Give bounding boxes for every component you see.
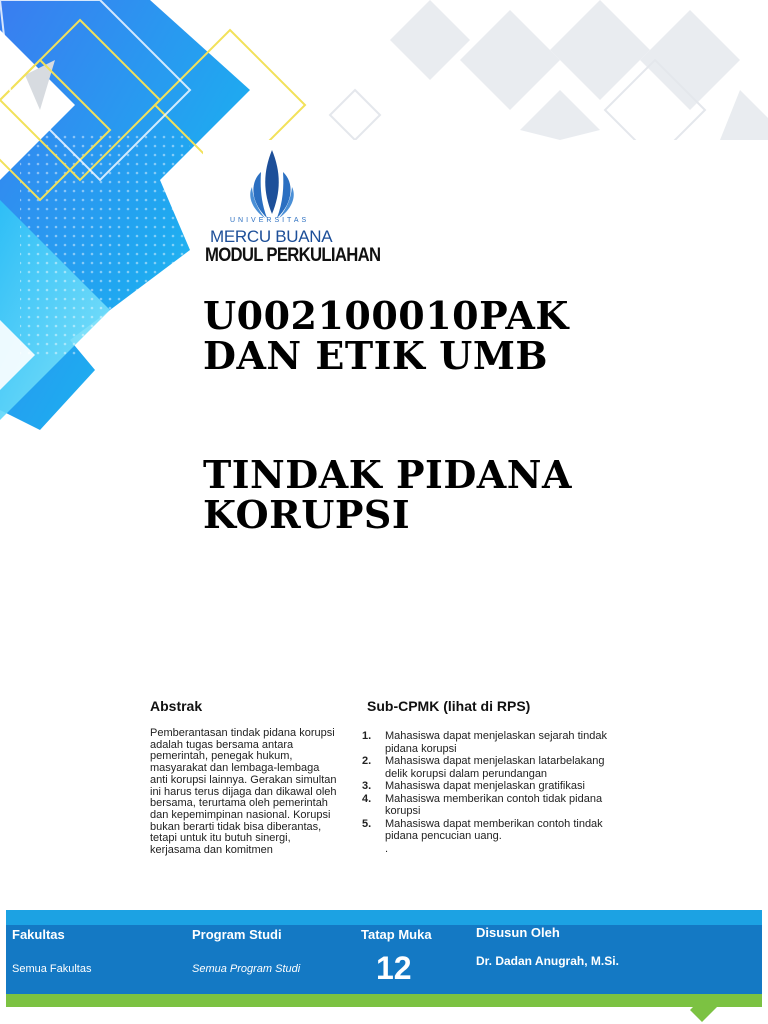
module-label: MODUL PERKULIAHAN (205, 245, 381, 266)
tatap-muka-label: Tatap Muka (361, 927, 432, 942)
tatap-muka-value: 12 (376, 950, 412, 986)
abstract-line: Pemberantasan tindak pidana korupsi (150, 727, 335, 739)
course-title (203, 293, 569, 378)
fakultas-label: Fakultas (12, 927, 65, 942)
abstract-line: pemerintah, penegak hukum, (150, 750, 293, 763)
program-studi-label: Program Studi (192, 927, 282, 942)
list-item-text: Mahasiswa dapat menjelaskan gratifikasi (385, 780, 585, 792)
list-item-text: korupsi (385, 805, 421, 817)
list-item-number: 2. (362, 755, 372, 767)
fakultas-value: Semua Fakultas (12, 963, 92, 975)
abstract-line: adalah tugas bersama antara (150, 738, 294, 751)
list-trailing-dot: . (385, 843, 389, 855)
course-title-line1: U002100010PAK (203, 293, 569, 338)
abstract-line: anti korupsi lainnya. Gerakan simultan (150, 773, 337, 786)
list-item-number: 5. (362, 817, 372, 830)
list-item-text: pidana pencucian uang. (385, 830, 502, 842)
logo-emblem-icon (250, 150, 294, 218)
abstract-line: kerjasama dan komitmen (150, 844, 273, 857)
list-item-number: 3. (362, 780, 372, 792)
footer-top-stripe (6, 910, 762, 925)
list-item-text: pidana korupsi (385, 742, 457, 755)
abstract-line: dan kepemimpinan nasional. Korupsi (150, 808, 331, 821)
program-studi-value: Semua Program Studi (192, 963, 301, 975)
list-item-text: Mahasiswa dapat menjelaskan sejarah tindak (385, 730, 607, 742)
footer-bottom-stripe (6, 994, 762, 1007)
topic-title (203, 452, 572, 537)
list-item-number: 4. (362, 792, 372, 805)
list-item (362, 818, 632, 843)
course-title-line2: DAN ETIK UMB (203, 333, 548, 378)
topic-title-line1: TINDAK PIDANA (203, 452, 572, 497)
abstract-line: bersama, terurtama oleh pemerintah (150, 797, 328, 810)
footer-bar (6, 910, 762, 1020)
list-item (362, 730, 632, 755)
list-item (362, 780, 632, 793)
list-item-text: Mahasiswa memberikan contoh tidak pidana (385, 792, 603, 805)
abstract-line: tetapi untuk itu butuh sinergi, (150, 832, 291, 845)
disusun-value: Dr. Dadan Anugrah, M.Si. (476, 954, 619, 968)
list-item-text: Mahasiswa dapat memberikan contoh tindak (385, 817, 603, 830)
sub-cpmk-list (362, 730, 632, 843)
list-item-number: 1. (362, 730, 372, 742)
list-item-text: Mahasiswa dapat menjelaskan latarbelakang (385, 755, 605, 767)
logo-name: MERCU BUANA (210, 227, 333, 246)
topic-title-line2: KORUPSI (203, 492, 411, 537)
list-item (362, 755, 632, 780)
disusun-label: Disusun Oleh (476, 925, 560, 940)
abstract-heading: Abstrak (150, 698, 203, 714)
abstract-line: ini harus terus dijaga dan dikawal oleh (150, 785, 337, 798)
list-item (362, 793, 632, 818)
sub-cpmk-heading: Sub-CPMK (lihat di RPS) (367, 698, 531, 714)
logo-subtitle: UNIVERSITAS (230, 217, 310, 224)
abstract-body (150, 728, 355, 857)
abstract-line: bukan berarti tidak bisa diberantas, (150, 820, 322, 833)
abstract-line: masyarakat dan lembaga-lembaga (150, 762, 320, 775)
list-item-text: delik korupsi dalam perundangan (385, 767, 548, 780)
